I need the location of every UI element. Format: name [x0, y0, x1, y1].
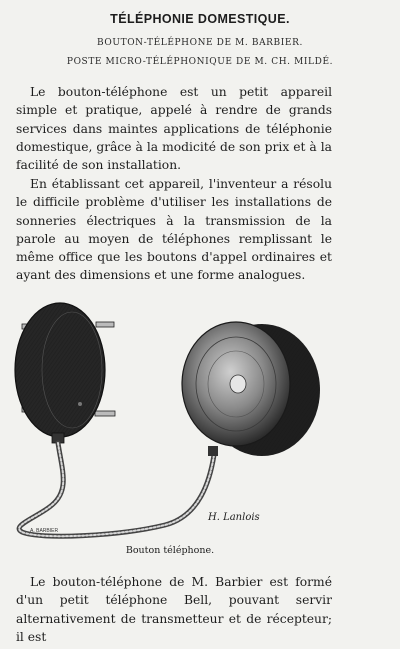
- figure-caption: Bouton téléphone.: [125, 545, 215, 556]
- subtitle-barbier: BOUTON-TÉLÉPHONE DE M. BARBIER.: [97, 38, 303, 48]
- paragraph-problem: En établissant cet appareil, l'inventeur a résolu le difficile problème d'utiliser les installations de sonneries électriques à la transmission de la parole au moyen de téléphones remplissant le même office que les boutons d'appel ordinaires et ayant des dimensions et une forme analogues.: [16, 177, 332, 283]
- page-title: TÉLÉPHONIE DOMESTIQUE.: [110, 12, 290, 26]
- bell-receiver-front: [182, 322, 320, 456]
- subtitle-milde: POSTE MICRO-TÉLÉPHONIQUE DE M. CH. MILDÉ.: [66, 57, 334, 67]
- button-telephone-engraving: [0, 300, 340, 550]
- artist-signature: H. Lanlois: [208, 512, 260, 523]
- engraver-credit: A. BARBIER: [30, 528, 59, 534]
- paragraph-description: Le bouton-téléphone de M. Barbier est formé d'un petit téléphone Bell, pouvant servir alternativement de transmetteur et de récepteur; il est: [16, 575, 332, 644]
- braided-cord: [19, 443, 214, 536]
- paragraph-intro: Le bouton-téléphone est un petit appareil simple et pratique, appelé à rendre de grands services dans maintes applications de téléphonie domestique, grâce à la modicité de son prix et à la facilité de son installation.: [16, 85, 332, 173]
- bell-receiver-back: [15, 303, 115, 443]
